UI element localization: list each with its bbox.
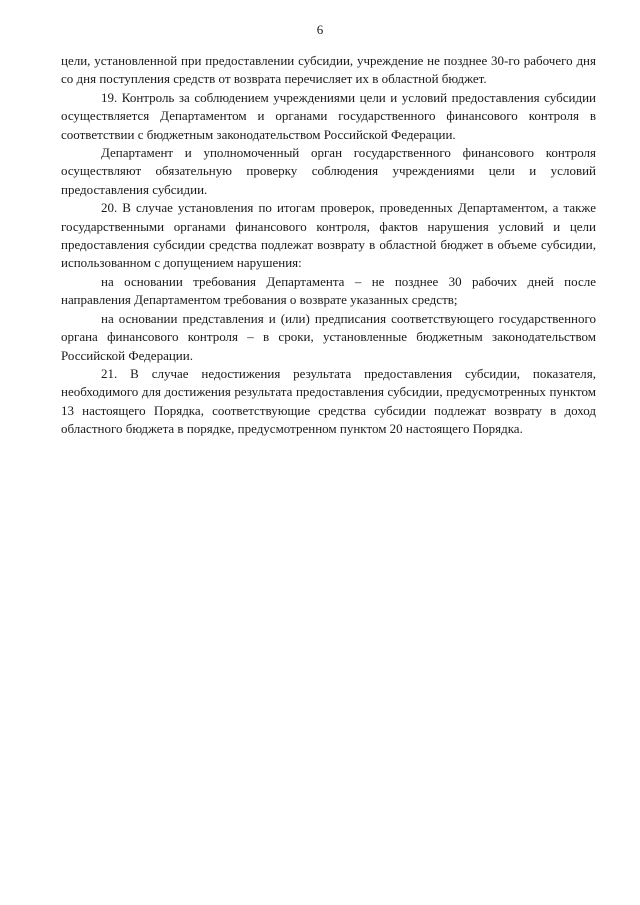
paragraph-20-control-order: на основании представления и (или) предписания соответствующего государственного органа финансового контроля – в сроки, установленные бюджетным законодательством Российской Федерации. [61, 310, 596, 363]
paragraph-20: 20. В случае установления по итогам проверок, проведенных Департаментом, а также государственными органами финансового контроля, фактов нарушения условий и цели предоставления субсидии средства подлежат возврату в областной бюджет в объеме субсидии, использованном с допущением нарушения: [61, 200, 596, 271]
paragraph-continuation: цели, установленной при предоставлении субсидии, учреждение не позднее 30-го рабочего дня со дня поступления средств от возврата перечисляет их в областной бюджет. [61, 53, 596, 87]
paragraph-19: 19. Контроль за соблюдением учреждениями цели и условий предоставления субсидии осуществляется Департаментом и органами государственного финансового контроля в соответствии с бюджетным законодательством Российской Федерации. [61, 89, 596, 142]
paragraph-21: 21. В случае недостижения результата предоставления субсидии, показателя, необходимого для достижения результата предоставления субсидии, предусмотренных пунктом 13 настоящего Порядка, соответствующие средства субсидии подлежат возврату в доход областного бюджета в порядке, предусмотренном пунктом 20 настоящего Порядка. [61, 365, 596, 437]
paragraph-20-department-demand: на основании требования Департамента – не позднее 30 рабочих дней после направления Департаментом требования о возврате указанных средств; [61, 273, 596, 308]
document-body [61, 52, 596, 439]
page-number: 6 [316, 22, 324, 37]
paragraph-19-inspection: Департамент и уполномоченный орган государственного финансового контроля осуществляют обязательную проверку соблюдения учреждениями цели и условий предоставления субсидии. [61, 145, 596, 197]
